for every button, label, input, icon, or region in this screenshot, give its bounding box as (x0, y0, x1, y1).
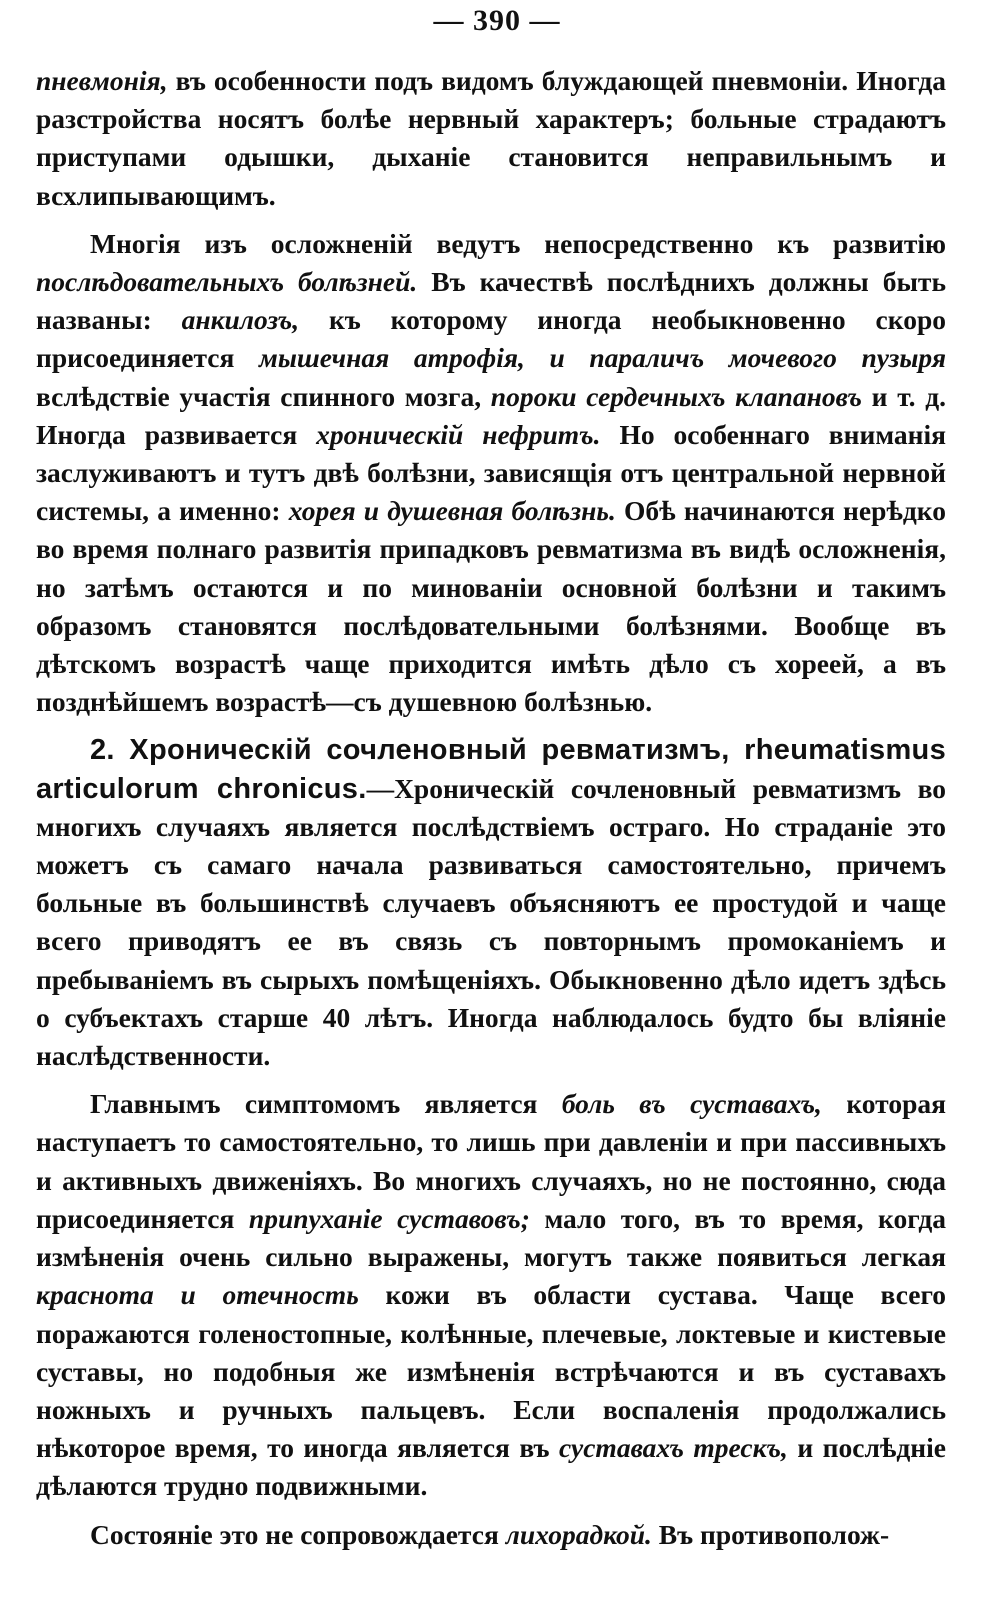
italic-term: припуханіе суставовъ; (248, 1202, 530, 1234)
paragraph-fever (36, 1516, 946, 1554)
document-body (36, 62, 946, 1554)
italic-term: боль въ суставахъ, (561, 1088, 822, 1120)
text-run: въ особенности подъ видомъ блуждающей пневмоніи. Иногда разстройства носятъ болѣе нервный характеръ; больные страдаютъ приступами одышки, дыханіе становится неправильнымъ и всхлипывающимъ. (36, 65, 946, 211)
text-run: вслѣдствіе участія спинного мозга, (36, 380, 491, 412)
italic-term: мышечная атрофія, и параличъ мочевого пузыря (258, 342, 946, 374)
text-run: —Хроническій сочленовный ревматизмъ во многихъ случаяхъ является послѣдствіемъ остраго. Но страданіе это можетъ съ самаго начала развиваться самостоятельно, причемъ больные въ большинствѣ случаевъ объясняютъ ее простудой и чаще всего приводятъ ее въ связь съ повторнымъ промоканіемъ и пребываніемъ въ сырыхъ помѣщеніяхъ. Обыкновенно дѣло идетъ здѣсь о субъектахъ старше 40 лѣтъ. Иногда наблюдалось будто бы вліяніе наслѣдственности. (36, 772, 946, 1072)
text-run: Но особеннаго вниманія заслуживаютъ и тутъ двѣ болѣзни, зависящія отъ центральной нервной системы, а именно: (36, 418, 946, 527)
text-run: Въ качествѣ послѣднихъ должны быть названы: (36, 266, 946, 336)
page-number: — 390 — (433, 4, 561, 37)
italic-term: хорея и душевная болѣзнь. (288, 495, 616, 527)
paragraph-pneumonia (36, 62, 946, 215)
italic-term: лихорадкой. (505, 1518, 652, 1550)
section-heading: 2. Хроническій сочленовный ревматизмъ, rheumatismus articulorum chronicus. (36, 734, 946, 805)
text-run: къ которому иногда необыкновенно скоро присоединяется (36, 304, 946, 374)
text-run: Состояніе это не сопровождается (90, 1518, 506, 1550)
text-run: Многія изъ осложненій ведутъ непосредственно къ развитію (90, 227, 946, 259)
text-run: мало того, въ то время, когда измѣненія очень сильно выражены, могутъ также появиться легкая (36, 1202, 946, 1273)
text-run: кожи въ области сустава. Чаще всего поражаются голеностопные, колѣнные, плечевые, локтевые и кистевые суставы, но подобныя же измѣненія встрѣчаются и въ суставахъ ножныхъ и ручныхъ пальцевъ. Если воспаленія продолжались нѣкоторое время, то иногда является въ (36, 1279, 946, 1464)
italic-term: послѣдовательныхъ болѣзней. (36, 266, 418, 298)
text-run: которая наступаетъ то самостоятельно, то лишь при давленіи и при пассивныхъ и активныхъ движеніяхъ. Во многихъ случаяхъ, но не постоянно, сюда присоединяется (36, 1088, 947, 1234)
italic-term: анкилозъ, (181, 304, 300, 336)
italic-term: пороки сердечныхъ клапановъ (490, 380, 862, 412)
text-run: и послѣдніе дѣлаются трудно подвижными. (36, 1432, 946, 1502)
italic-term: пневмонія, (36, 65, 168, 96)
text-run: Обѣ начинаются нерѣдко во время полнаго развитія припадковъ ревматизма въ видѣ осложненія, но затѣмъ остаются и по минованіи основной болѣзни и такимъ образомъ становятся послѣдовательными болѣзнями. Вообще въ дѣтскомъ возрастѣ чаще приходится имѣть дѣло съ хореей, а въ позднѣйшемъ возрастѣ—съ душевною болѣзнью. (36, 495, 947, 718)
paragraph-complications (36, 225, 946, 722)
text-run: Въ противополож- (651, 1518, 890, 1550)
paragraph-symptoms (36, 1085, 946, 1505)
italic-term: хроническій нефритъ. (316, 418, 601, 450)
italic-term: краснота и отечность (36, 1279, 359, 1311)
italic-term: суставахъ трескъ, (559, 1432, 788, 1464)
text-run: и т. д. Иногда развивается (36, 380, 946, 450)
paragraph-chronic-rheumatism (36, 731, 946, 1075)
text-run: Главнымъ симптомомъ является (90, 1088, 562, 1120)
